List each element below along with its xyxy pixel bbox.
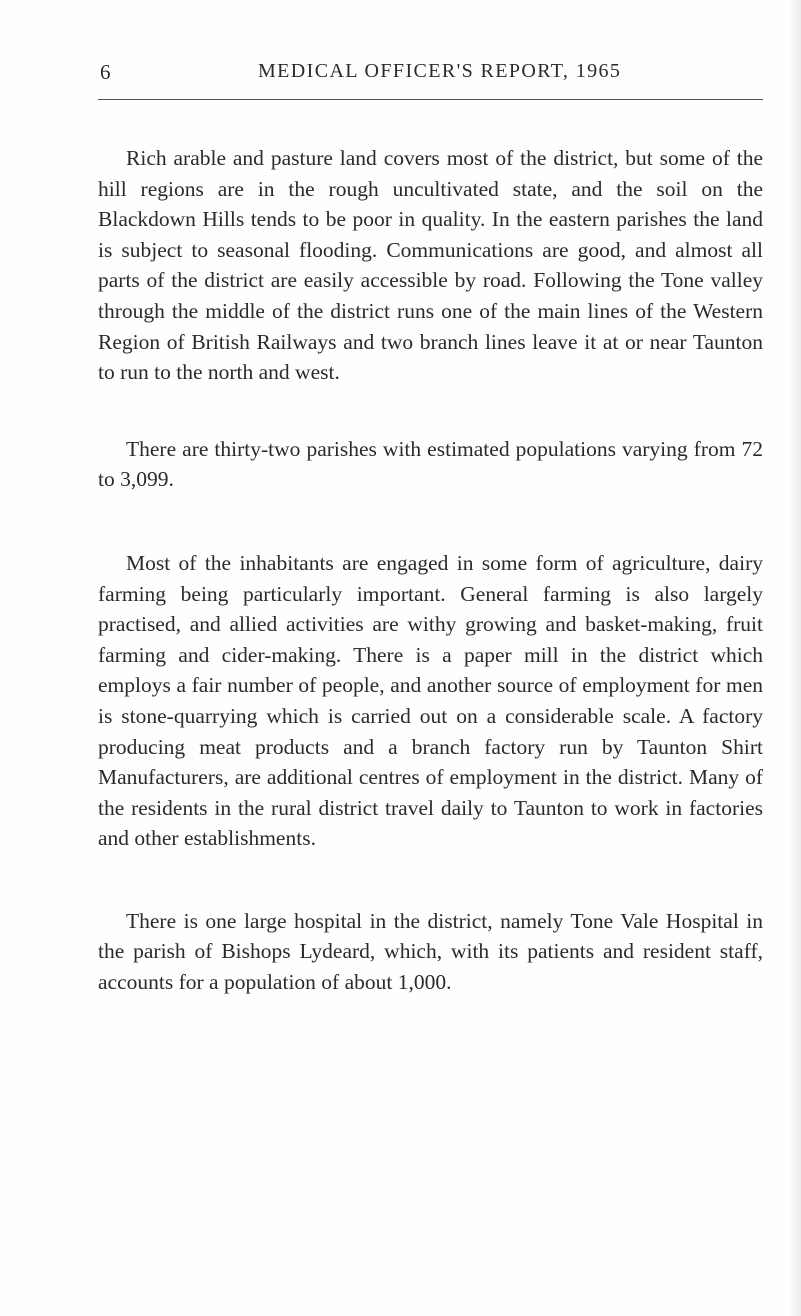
- paragraph-employment: Most of the inhabitants are engaged in some form of agriculture, dairy farming being particularly important. General farming is also largely practised, and allied activities are withy growing and basket-making, fruit farming and cider-making. There is a paper mill in the district which employs a fair number of people, and another source of employment for men is stone-quarrying which is carried out on a considerable scale. A factory producing meat products and a branch factory run by Taunton Shirt Manufacturers, are additional centres of employment in the district. Many of the residents in the rural district travel daily to Taunton to work in factories and other establishments.: [98, 550, 763, 851]
- paragraph-hospital: There is one large hospital in the district, namely Tone Vale Hospital in the parish of Bishops Lydeard, which, with its patients and resident staff, accounts for a population of about 1,000.: [98, 908, 763, 995]
- running-title: MEDICAL OFFICER'S REPORT, 1965: [258, 60, 622, 82]
- paragraph-land: Rich arable and pasture land covers most of the district, but some of the hill regions are in the rough uncultivated state, and the soil on the Blackdown Hills tends to be poor in quality. In the eastern parishes the land is subject to seasonal flooding. Communications are good, and almost all parts of the district are easily accessible by road. Following the Tone valley through the middle of the district runs one of the main lines of the Western Region of British Railways and two branch lines leave it at or near Taunton to run to the north and west.: [98, 146, 763, 385]
- page-header: [98, 60, 763, 94]
- paragraph-parishes: There are thirty-two parishes with estimated populations varying from 72 to 3,099.: [98, 436, 763, 492]
- page-number: 6: [100, 60, 112, 84]
- page-edge-shadow: [789, 0, 801, 1316]
- body-text: [98, 143, 763, 1044]
- header-rule: [98, 99, 763, 100]
